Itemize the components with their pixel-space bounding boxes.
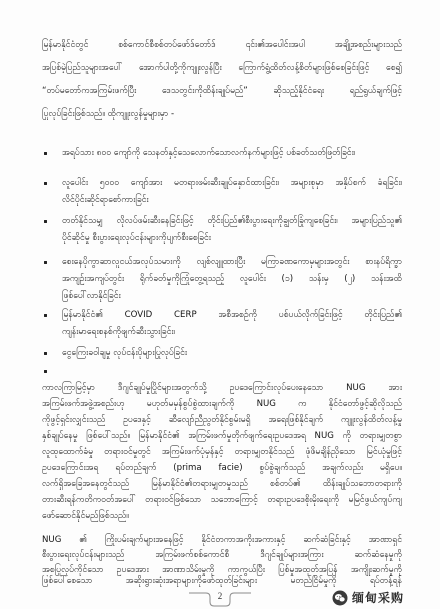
bullet-line: လိင်ပိုင်းဆိုင်ရာစော်ကားခြင်း — [62, 195, 149, 205]
bullet-marker — [44, 152, 47, 155]
watermark — [332, 589, 432, 607]
paragraph-line: လက်ရှိအခြေအနေတွင်သည် မြန်မာနိုင်ငံ၏တရားမျှတမှုသည် စစ်တပ်၏ ထိန်းချုပ်သဘောတရားကို — [42, 479, 402, 489]
intro-line: အပြစ်မဲ့ပြည်သူများအပေါ် အောက်ပါတို့ကိုကျူးလွန်ပြီး ကြောက်ရွံ့ထိတ်လန့်စိတ်များဖြစ်စေခြင်းဖြင့် စေ၍ — [42, 63, 402, 73]
intro-line: “တပ်မတော်ကအကြမ်းဖက်ပြီး ဒေသတွင်းကိုထိန်းချုပ်မည်” ဆိုသည့်နိုင်ငံရေး ရည်ရွယ်ချက်ဖြင့် — [42, 86, 402, 96]
paragraph-line: ဥပဒေကြောင်းအရ ရပ်တည်ချက် (prima facie) စွပ်စွဲချက်သည် အချက်လည်း မရှိပေ။ — [42, 463, 402, 473]
bullet-line: အရပ်သား ၈၀၀ ကျော်ကို သေနတ်နှင့်သေလောက်သောလက်နက်များဖြင့် ပစ်ခတ်သတ်ဖြတ်ခြင်း၊ — [62, 148, 356, 158]
bullet-line: အကျဉ်းအကျပ်တွင်း ရိုက်ခတ်မှုကိုကြုံတွေ့ရသည့် လူပေါင်း (၁) သန်းမှ (၂) သန်းအထိ — [62, 274, 402, 284]
bullet-marker — [44, 352, 47, 355]
bullet-line: ငွေကြေးခဝါချမှု လုပ်ငန်းပိုများပြုလုပ်ခြင်း — [62, 348, 188, 358]
page-number: 2 — [217, 591, 223, 601]
paragraph-line: ဖြစ်ပေါ်စေသော အဆိုးရွားဆုံးအရာများကိုဖော်ထုတ်ခြင်းများ မတည်ငြိမ်မှုကို ရပ်တန့်ရန် — [42, 576, 402, 586]
paragraph-line: NUG ၏ ကြိုးပမ်းချက်များအနေဖြင့် နိုင်ငံတကာအကိုးအကားနှင့် ဆက်ဆံခြင်းနှင့် အာဏာရှင် — [42, 535, 402, 545]
paragraph-line: အကြမ်းဖက်အဖွဲ့အစည်းဟု မဟုတ်မမှန်စွပ်စွဲထားချက်ကို NUG က နိုင်ငံတော်ဖွင့်ဆိုလိုသည် — [42, 399, 402, 409]
paragraph-line: နှစ်ချုပ်နေမှု ဖြစ်ပေါ်သည်။ မြန်မာနိုင်ငံ၏ အကြမ်းဖက်မှုတိုက်ဖျက်ရေးဥပဒေအရ NUG ကို တရားမျှတစွာ — [42, 431, 402, 441]
paragraph-line: တားဆီးရန်ကတိကဝတ်အပေါ် တရားဝင်ဖြစ်သော သဘောကြောင့် တရားဥပဒေစိုးမိုးရေးကို မမြင်ဖွယ်ကျပ်ကျ — [42, 495, 402, 505]
bullet-line: မြန်မာနိုင်ငံ၏ COVID CERP အစီအစဉ်ကို ပစ်ပယ်လိုက်ခြင်းဖြင့် တိုင်းပြည်၏ — [62, 310, 402, 320]
page-number-frame — [188, 588, 252, 608]
paragraph-line: လူထုထောက်ခံမှု တရားဝင်မှုတွင် အကြမ်းဖက်ပုံမှန်နှင့် တရားမျှတနိုင်သည် ဖုံဖိမချိန်ညှိသော မြင်ယုံမှုဖြင့် — [42, 447, 402, 457]
bullet-line: လူပေါင်း ၅၀၀၀ ကျော်အား မတရားဖမ်းဆီးချုပ်နှောင်ထားခြင်း၊ အများစုမှာ အနှိပ်စက် ခံရခြင်း၊ — [62, 178, 402, 188]
paragraph-line: စီးပွားရေးလုပ်ငန်းများသည် အကြမ်းဖက်စစ်ကောင်စီ ဒီဂျင်ချုပ်များအကြား ဆက်ဆံနေမှုကို — [42, 550, 402, 560]
bullet-marker — [44, 220, 47, 223]
paragraph-line: ဖော်ဆောင်နိုင်မည်ဖြစ်သည်။ — [42, 511, 129, 521]
bullet-line: စေးနေပိုကွာဆာလူငယ်အလုပ်သမားကို လျစ်လျူထားပြီး မကြာခဏကောမှများအတွင်း စားနပ်ရိက္ခာ — [62, 257, 402, 267]
bullet-marker — [44, 370, 47, 373]
paragraph-line: ကိုဖွင့်ရှင်းလျှင်းသည် ဥပဒေနှင့် ဆီလျော်ညီညွတ်နိုင်စွမ်းမရှိ အရေးဖြစ်နိုင်ချက် ကျူးလွန်ထိတ်လန့်မှု — [42, 415, 402, 425]
bullet-line: ဖြစ်ပေါ်လာနိုင်ခြင်း — [62, 291, 121, 301]
bullet-marker — [44, 182, 47, 185]
bullet-marker — [44, 314, 47, 317]
bullet-line: ပိုင်ဆိုင်မှု စီးပွားရေးလုပ်ငန်းများကိုပျက်စီးစေခြင်း — [62, 233, 211, 243]
watermark-text: 缅甸采购 — [352, 591, 405, 605]
wechat-icon — [332, 590, 348, 606]
intro-line: မြန်မာနိုင်ငံတွင် စစ်ကောင်စီစစ်တပ်ဖော်ဒ်တော်ဒ် ၎င်း၏အပေါင်းအပါ အချို့အစည်းများသည် — [42, 40, 402, 50]
paragraph-line: အစပြုလုပ်ကိုင်သော ဥပဒေအား အာဏာသိမ်းမှုကို ကာကွယ်ပြီး ပြစ်မှုအထုတ်အပြန် အကျိုးဆက်မှုကို — [42, 565, 402, 575]
bullet-marker — [44, 261, 47, 264]
bullet-line: တတ်နိုင်သမျှ လိုလပ်ဖမ်းဆီးနေခြင်းဖြင့် တိုင်းပြည်၏စီးပွားရေးကိုချွတ်ခြုံကျစေခြင်း၊ အများပြည်သူ၏ — [62, 216, 402, 226]
intro-line: ပြုလုပ်ခြင်းဖြစ်သည်။ ထိုကျူးလွန်မှုများမှာ - — [42, 109, 175, 119]
paragraph-line: ကာလကြာမြင့်မှာ ဒီဂျင်ချုပ်မှုပြိုင်များအတွက်သို့ ဥပဒေကြောင်းလုပ်ပေးနေသော NUG အား — [42, 383, 402, 393]
bullet-line: ကျန်းမာရေးစနစ်ကိုဖျက်ဆီးသွားခြင်း၊ — [62, 327, 175, 337]
